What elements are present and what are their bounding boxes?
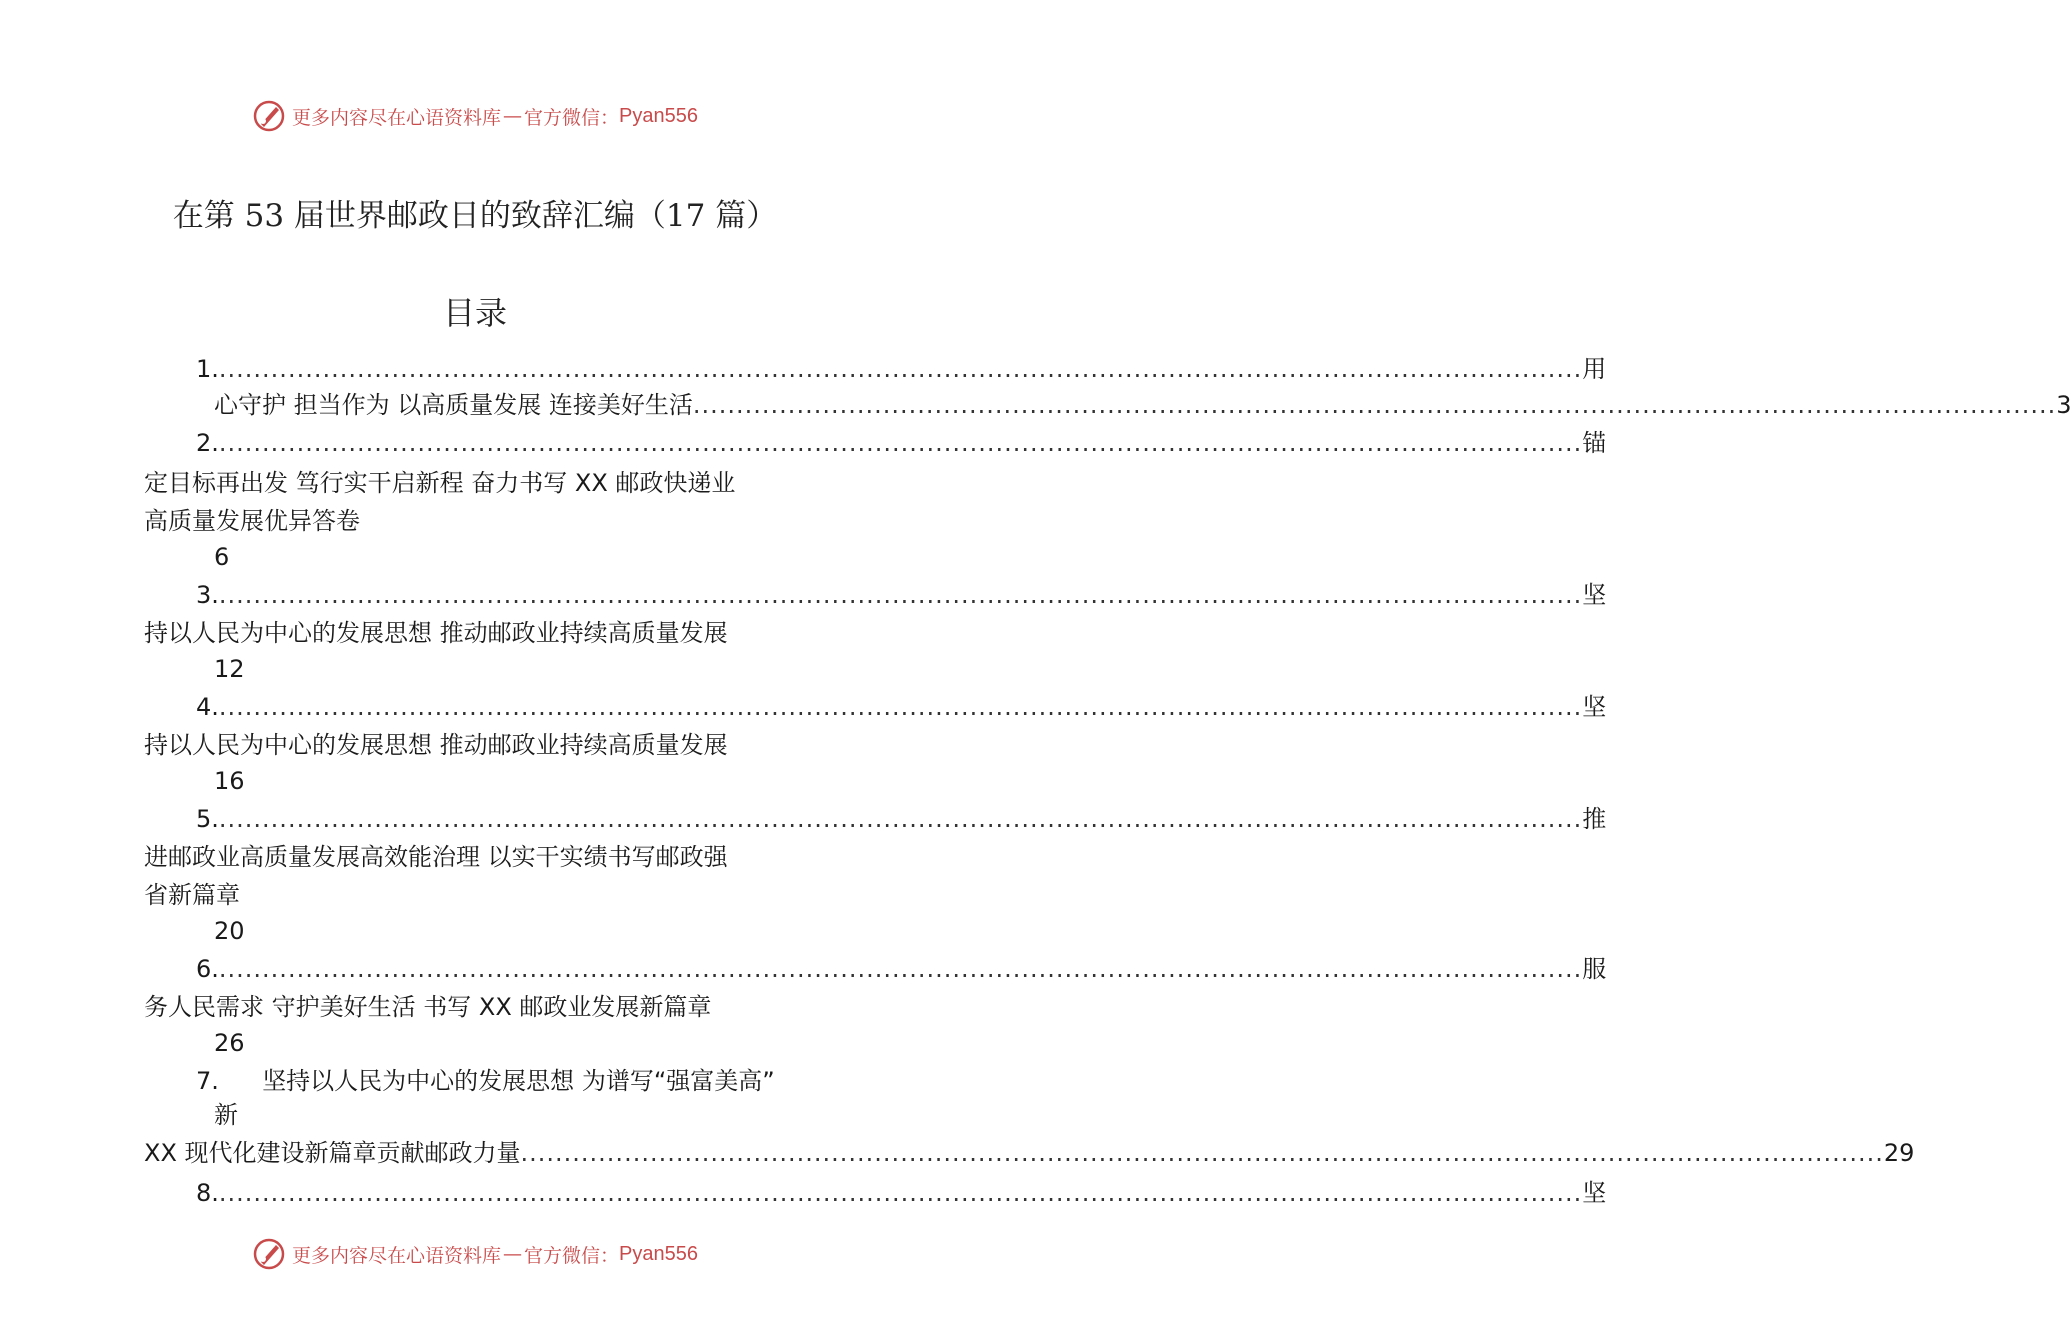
toc-heading: 目录 [442,294,507,332]
pen-seal-icon [252,99,286,133]
toc-entry-page: 3 [2056,391,2072,419]
toc-entry-page: 12 [214,655,245,683]
toc-entry-text: 坚持以人民为中心的发展思想 为谱写“强富美高” [262,1067,775,1095]
toc-entry-3[interactable] [196,578,1607,612]
watermark-footer [0,1234,950,1274]
toc-entry-text: 心守护 担当作为 以高质量发展 连接美好生活 [214,391,693,419]
toc-entry-text: 务人民需求 守护美好生活 书写 XX 邮政业发展新篇章 [144,993,712,1021]
toc-entry-1-title[interactable] [214,388,2072,422]
watermark-dash: — [503,105,523,127]
dot-leader: .............................................................................................................................................................. [218,355,1583,383]
dot-leader: .............................................................................................................................................................. [218,693,1583,721]
toc-entry-first-char: 推 [1582,805,1607,833]
watermark-label: 官方微信： [524,1244,620,1267]
toc-entry-text: 进邮政业高质量发展高效能治理 以实干实绩书写邮政强 [144,843,728,871]
toc-entry-text: XX 现代化建设新篇章贡献邮政力量 [144,1139,521,1167]
toc-entry-page: 16 [214,767,245,795]
toc-entry-first-char: 锚 [1582,429,1607,457]
toc-entry-first-char: 坚 [1582,1179,1607,1207]
toc-entry-first-char: 服 [1582,955,1607,983]
dot-leader: .............................................................................................................................................................. [692,391,2057,419]
toc-entry-2[interactable] [196,426,1607,460]
toc-entry-text: 定目标再出发 笃行实干启新程 奋力书写 XX 邮政快递业 [144,469,736,497]
dot-leader: .............................................................................................................................................................. [218,955,1583,983]
watermark-wechat-id: Pyan556 [619,104,698,127]
toc-entry-7[interactable] [196,1064,775,1098]
toc-entry-number: 3. [196,581,219,609]
toc-entry-5[interactable] [196,802,1607,836]
toc-entry-7-title[interactable] [144,1136,1915,1170]
toc-entry-number: 8. [196,1179,219,1207]
toc-entry-8[interactable] [196,1176,1607,1210]
dot-leader: .............................................................................................................................................................. [218,1179,1583,1207]
toc-entry-page: 29 [1883,1139,1915,1167]
toc-entry-number: 6. [196,955,219,983]
toc-entry-page: 6 [214,543,230,571]
dot-leader: .............................................................................................................................................................. [218,429,1583,457]
watermark-label: 官方微信： [524,106,620,129]
toc-entry-first-char: 坚 [1582,693,1607,721]
toc-entry-text: 省新篇章 [144,881,240,909]
toc-entry-number: 1. [196,355,219,383]
watermark-site-text: 更多内容尽在心语资料库 [292,1244,502,1267]
dot-leader: .............................................................................................................................................................. [520,1139,1884,1167]
toc-entry-text: 新 [214,1101,238,1129]
toc-entry-text: 持以人民为中心的发展思想 推动邮政业持续高质量发展 [144,619,728,647]
toc-entry-page: 20 [214,917,245,945]
toc-entry-text: 持以人民为中心的发展思想 推动邮政业持续高质量发展 [144,731,728,759]
toc-entry-first-char: 坚 [1582,581,1607,609]
pen-seal-icon [252,1237,286,1271]
toc-entry-4[interactable] [196,690,1607,724]
toc-entry-1[interactable] [196,352,1607,386]
toc-entry-first-char: 用 [1582,355,1607,383]
watermark-header [0,96,950,136]
watermark-site-text: 更多内容尽在心语资料库 [292,106,502,129]
watermark-wechat-id: Pyan556 [619,1242,698,1265]
document-title: 在第 53 届世界邮政日的致辞汇编（17 篇） [172,198,778,234]
toc-entry-page: 26 [214,1029,245,1057]
dot-leader: .............................................................................................................................................................. [218,805,1583,833]
dot-leader: .............................................................................................................................................................. [218,581,1583,609]
toc-entry-number: 7. [196,1067,219,1095]
watermark-dash: — [503,1243,523,1265]
toc-entry-number: 4. [196,693,219,721]
toc-entry-6[interactable] [196,952,1607,986]
toc-entry-text: 高质量发展优异答卷 [144,507,360,535]
toc-entry-number: 2. [196,429,219,457]
toc-entry-number: 5. [196,805,219,833]
